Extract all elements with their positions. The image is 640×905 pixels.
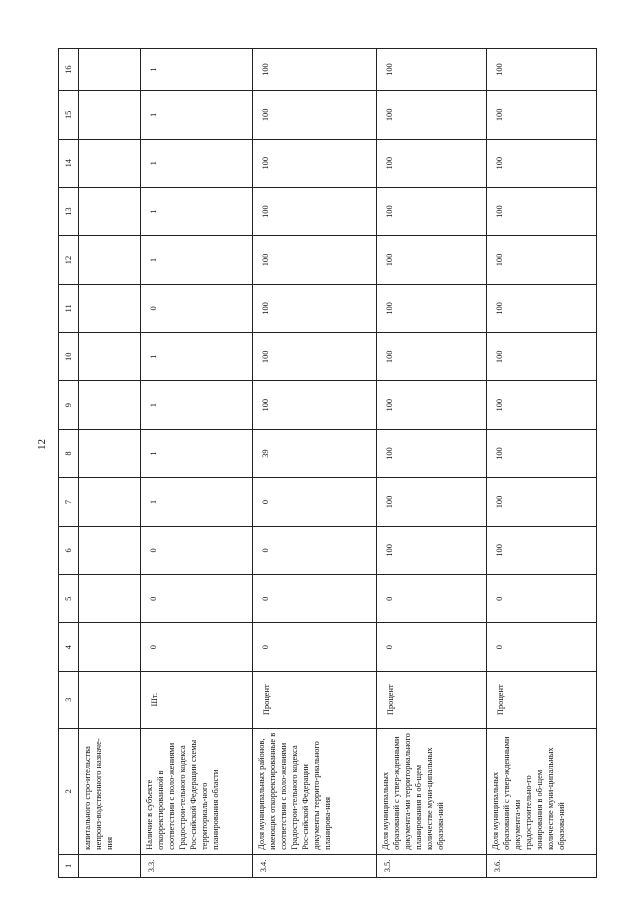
value-cell: 1 bbox=[141, 429, 253, 477]
value-cell: 0 bbox=[487, 575, 597, 623]
value-cell: 100 bbox=[487, 381, 597, 429]
value-cell: 100 bbox=[487, 139, 597, 187]
value-cell: 100 bbox=[487, 236, 597, 284]
value-cell: 0 bbox=[141, 284, 253, 332]
value-cell: 100 bbox=[377, 333, 487, 381]
value-cell: 100 bbox=[487, 284, 597, 332]
value-cell: 100 bbox=[377, 236, 487, 284]
row-number: 3.4. bbox=[253, 854, 377, 877]
value-cell bbox=[79, 187, 141, 235]
value-cell bbox=[79, 526, 141, 574]
indicators-table bbox=[58, 48, 597, 878]
header-cell: 2 bbox=[59, 728, 79, 854]
value-cell: 100 bbox=[253, 139, 377, 187]
indicator-name: Доля муниципальных районов, имеющих откорректированные в соответствии с поло-жениями Градострои-тельного кодекса Рос-сийской Федерации документы террито-риального планирова-ния bbox=[253, 728, 377, 854]
unit-cell: Процент bbox=[487, 671, 597, 728]
value-cell: 1 bbox=[141, 478, 253, 526]
table-row bbox=[79, 49, 141, 878]
header-cell: 9 bbox=[59, 381, 79, 429]
header-cell: 14 bbox=[59, 139, 79, 187]
value-cell: 1 bbox=[141, 381, 253, 429]
table-row bbox=[377, 49, 487, 878]
indicator-name: Доля муниципальных образований с утвер-жденными документа-ми градостроительно-го зонирования в об-щем количестве муни-ципальных образова-ний bbox=[487, 728, 597, 854]
value-cell: 100 bbox=[487, 526, 597, 574]
value-cell: 100 bbox=[377, 49, 487, 91]
page-number: 12 bbox=[36, 439, 48, 450]
row-number bbox=[79, 854, 141, 877]
value-cell: 100 bbox=[377, 139, 487, 187]
value-cell: 100 bbox=[487, 91, 597, 139]
indicator-name: Доля муниципальных образований с утвер-жденными документа-ми территориального планирования в об-щем количестве муни-ципальных образова-ний bbox=[377, 728, 487, 854]
value-cell: 100 bbox=[377, 381, 487, 429]
value-cell: 100 bbox=[377, 478, 487, 526]
value-cell: 0 bbox=[141, 623, 253, 671]
header-cell: 10 bbox=[59, 333, 79, 381]
indicator-name: Наличие в субъекте откорректированной в соответствии с поло-жениями Градострои-тельного кодекса Рос-сийской Федерации схемы территориаль-ного планирования области bbox=[141, 728, 253, 854]
value-cell: 100 bbox=[377, 91, 487, 139]
value-cell bbox=[79, 139, 141, 187]
value-cell: 100 bbox=[253, 333, 377, 381]
value-cell bbox=[79, 333, 141, 381]
header-cell: 7 bbox=[59, 478, 79, 526]
value-cell bbox=[79, 429, 141, 477]
value-cell: 100 bbox=[487, 187, 597, 235]
header-cell: 12 bbox=[59, 236, 79, 284]
value-cell: 0 bbox=[253, 623, 377, 671]
header-cell: 15 bbox=[59, 91, 79, 139]
value-cell: 0 bbox=[141, 526, 253, 574]
unit-cell: Процент bbox=[253, 671, 377, 728]
value-cell: 100 bbox=[487, 429, 597, 477]
row-number: 3.5. bbox=[377, 854, 487, 877]
value-cell: 100 bbox=[253, 236, 377, 284]
value-cell bbox=[79, 381, 141, 429]
unit-cell bbox=[79, 671, 141, 728]
header-cell: 3 bbox=[59, 671, 79, 728]
header-cell: 6 bbox=[59, 526, 79, 574]
value-cell: 100 bbox=[377, 187, 487, 235]
value-cell: 100 bbox=[253, 284, 377, 332]
value-cell: 100 bbox=[377, 429, 487, 477]
value-cell: 100 bbox=[253, 91, 377, 139]
value-cell bbox=[79, 284, 141, 332]
table-row bbox=[141, 49, 253, 878]
value-cell: 0 bbox=[487, 623, 597, 671]
table-body bbox=[59, 49, 597, 878]
value-cell: 1 bbox=[141, 236, 253, 284]
unit-cell: Процент bbox=[377, 671, 487, 728]
indicator-name: капитального стро-ительства непроиз-водственного назначе-ния bbox=[79, 728, 141, 854]
header-cell: 16 bbox=[59, 49, 79, 91]
value-cell bbox=[79, 478, 141, 526]
value-cell: 1 bbox=[141, 333, 253, 381]
header-cell: 5 bbox=[59, 575, 79, 623]
value-cell: 39 bbox=[253, 429, 377, 477]
value-cell bbox=[79, 236, 141, 284]
header-cell: 1 bbox=[59, 854, 79, 877]
value-cell: 100 bbox=[487, 478, 597, 526]
value-cell: 100 bbox=[253, 49, 377, 91]
row-number: 3.3. bbox=[141, 854, 253, 877]
header-cell: 13 bbox=[59, 187, 79, 235]
header-cell: 11 bbox=[59, 284, 79, 332]
value-cell: 1 bbox=[141, 91, 253, 139]
value-cell: 0 bbox=[253, 575, 377, 623]
value-cell bbox=[79, 91, 141, 139]
value-cell: 1 bbox=[141, 49, 253, 91]
header-row bbox=[59, 49, 79, 878]
value-cell: 0 bbox=[253, 478, 377, 526]
value-cell: 1 bbox=[141, 187, 253, 235]
header-cell: 4 bbox=[59, 623, 79, 671]
unit-cell: Шт. bbox=[141, 671, 253, 728]
table-container bbox=[58, 48, 586, 878]
table-row bbox=[487, 49, 597, 878]
value-cell bbox=[79, 49, 141, 91]
header-cell: 8 bbox=[59, 429, 79, 477]
value-cell: 100 bbox=[253, 381, 377, 429]
value-cell: 100 bbox=[487, 49, 597, 91]
value-cell: 1 bbox=[141, 139, 253, 187]
value-cell: 0 bbox=[141, 575, 253, 623]
value-cell bbox=[79, 575, 141, 623]
value-cell: 0 bbox=[377, 623, 487, 671]
row-number: 3.6. bbox=[487, 854, 597, 877]
table-row bbox=[253, 49, 377, 878]
value-cell: 100 bbox=[377, 284, 487, 332]
value-cell: 100 bbox=[487, 333, 597, 381]
value-cell: 0 bbox=[377, 575, 487, 623]
value-cell: 100 bbox=[253, 187, 377, 235]
value-cell bbox=[79, 623, 141, 671]
value-cell: 100 bbox=[377, 526, 487, 574]
value-cell: 0 bbox=[253, 526, 377, 574]
